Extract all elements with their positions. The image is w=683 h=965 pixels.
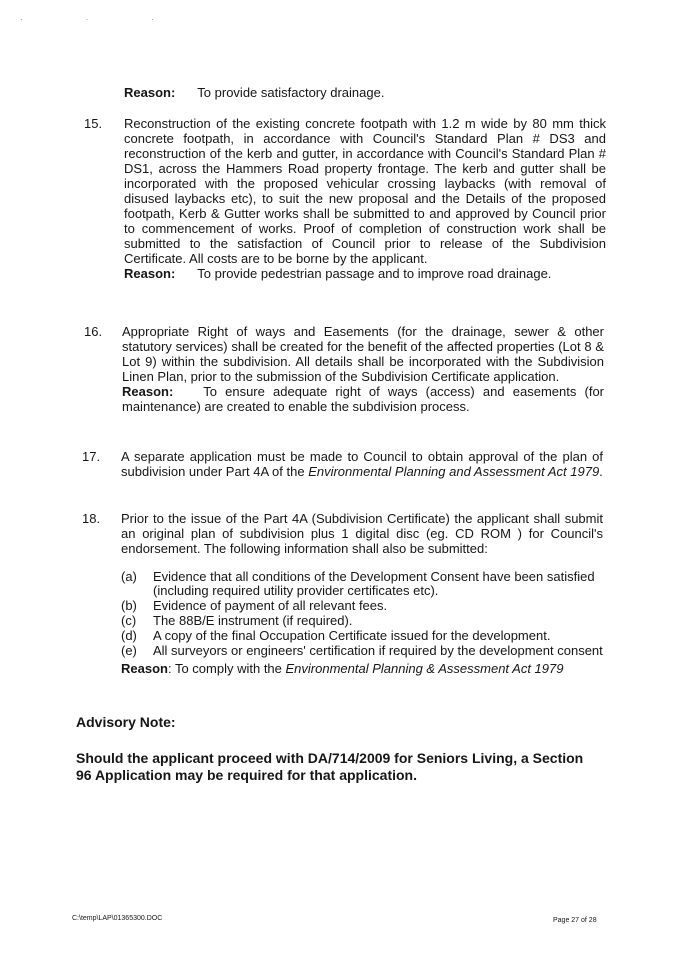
condition-number: 15. xyxy=(84,116,103,131)
condition-number: 18. xyxy=(82,511,101,526)
list-item: (b) Evidence of payment of all relevant fees. xyxy=(121,598,388,613)
reason-label: Reason: xyxy=(124,85,176,100)
act-name: Environmental Planning and Assessment Act 1979 xyxy=(308,464,600,479)
reason-text: To provide satisfactory drainage. xyxy=(197,85,385,100)
condition-number: 16. xyxy=(84,324,103,339)
condition-number: 17. xyxy=(82,449,101,464)
list-item: (d) A copy of the final Occupation Certificate issued for the development. xyxy=(121,628,551,643)
footer-file-path: C:\temp\LAP\01365300.DOC xyxy=(72,915,163,922)
list-item: (e) All surveyors or engineers' certification if required by the development consent xyxy=(121,643,603,658)
list-item: (c) The 88B/E instrument (if required). xyxy=(121,613,353,628)
act-name: Environmental Planning & Assessment Act 1979 xyxy=(285,661,564,676)
scan-specks: · · · xyxy=(20,14,184,24)
reason-label: Reason xyxy=(121,661,168,676)
list-item: (a) Evidence that all conditions of the Development Consent have been satisfied (including required utility provider certificates etc). xyxy=(121,569,595,598)
reason-label: Reason: xyxy=(124,266,176,281)
advisory-text: Should the applicant proceed with DA/714/2009 for Seniors Living, a Section 96 Application may be required for that application. xyxy=(76,750,584,783)
reason-text: To ensure adequate right of ways (access) and easements (for maintenance) are created to enable the subdivision process. xyxy=(122,384,604,414)
condition-text: Appropriate Right of ways and Easements (for the drainage, sewer & other statutory services) shall be created for the benefit of the affected properties (Lot 8 & Lot 9) within the subdivision. All details shall be incorporated with the Subdivision Linen Plan, prior to the submission of the Subdivision Certificate application. xyxy=(122,324,604,384)
advisory-title: Advisory Note: xyxy=(76,714,176,730)
condition-text: A separate application must be made to Council to obtain approval of the plan of subdivision under Part 4A of the Environmental Planning and Assessment Act 1979. xyxy=(121,449,603,479)
reason-text: To provide pedestrian passage and to improve road drainage. xyxy=(197,266,552,281)
condition-text: Reconstruction of the existing concrete footpath with 1.2 m wide by 80 mm thick concrete footpath, in accordance with Council's Standard Plan # DS3 and reconstruction of the kerb and gutter, in accordance with Council's Standard Plan # DS1, across the Hammers Road property frontage. The kerb and gutter shall be incorporated with the proposed vehicular crossing laybacks (with removal of disused laybacks etc), to suit the new proposal and the Details of the proposed footpath, Kerb & Gutter works shall be submitted to and approved by Council prior to commencement of works. Proof of completion of construction work shall be submitted to the satisfaction of Council prior to release of the Subdivision Certificate. All costs are to be borne by the applicant. xyxy=(124,116,606,266)
condition-text: Prior to the issue of the Part 4A (Subdivision Certificate) the applicant shall submit an original plan of subdivision plus 1 digital disc (eg. CD ROM ) for Council's endorsement. The following information shall also be submitted: xyxy=(121,511,603,556)
reason-label: Reason: xyxy=(122,384,174,399)
footer-page-number: Page 27 of 28 xyxy=(553,917,597,924)
reason-18: Reason: To comply with the Environmental Planning & Assessment Act 1979 xyxy=(121,661,564,676)
required-documents-list xyxy=(121,570,603,658)
